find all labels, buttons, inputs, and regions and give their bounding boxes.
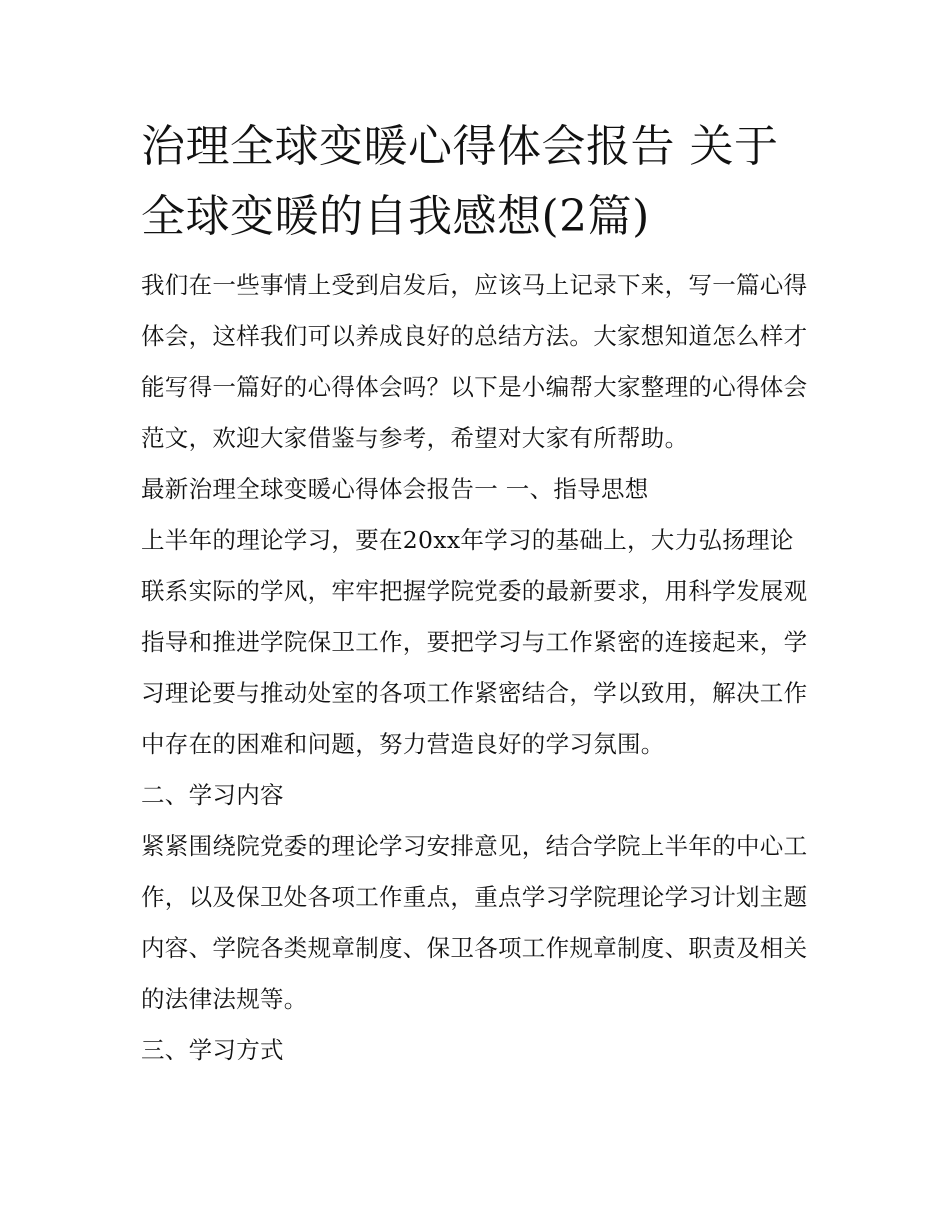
intro-paragraph: 我们在一些事情上受到启发后，应该马上记录下来，写一篇心得体会，这样我们可以养成良好的总结方法。大家想知道怎么样才能写得一篇好的心得体会吗？以下是小编帮大家整理的心得体会范文，欢迎大家借鉴与参考，希望对大家有所帮助。 [141, 271, 808, 452]
section-1-body: 上半年的理论学习，要在20xx年学习的基础上，大力弘扬理论联系实际的学风，牢牢把握学院党委的最新要求，用科学发展观指导和推进学院保卫工作，要把学习与工作紧密的连接起来，学习理论要与推动处室的各项工作紧密结合，学以致用，解决工作中存在的困难和问题，努力营造良好的学习氛围。 [141, 526, 808, 758]
document-content [141, 112, 813, 1076]
document-title: 治理全球变暖心得体会报告 关于全球变暖的自我感想(2篇) [141, 121, 779, 242]
section-3-heading: 三、学习方式 [141, 1036, 284, 1064]
section-1-heading: 最新治理全球变暖心得体会报告一 一、指导思想 [141, 475, 649, 503]
section-2-body: 紧紧围绕院党委的理论学习安排意见，结合学院上半年的中心工作，以及保卫处各项工作重点，重点学习学院理论学习计划主题内容、学院各类规章制度、保卫各项工作规章制度、职责及相关的法律法规等。 [141, 832, 808, 1013]
section-2-heading: 二、学习内容 [141, 781, 284, 809]
